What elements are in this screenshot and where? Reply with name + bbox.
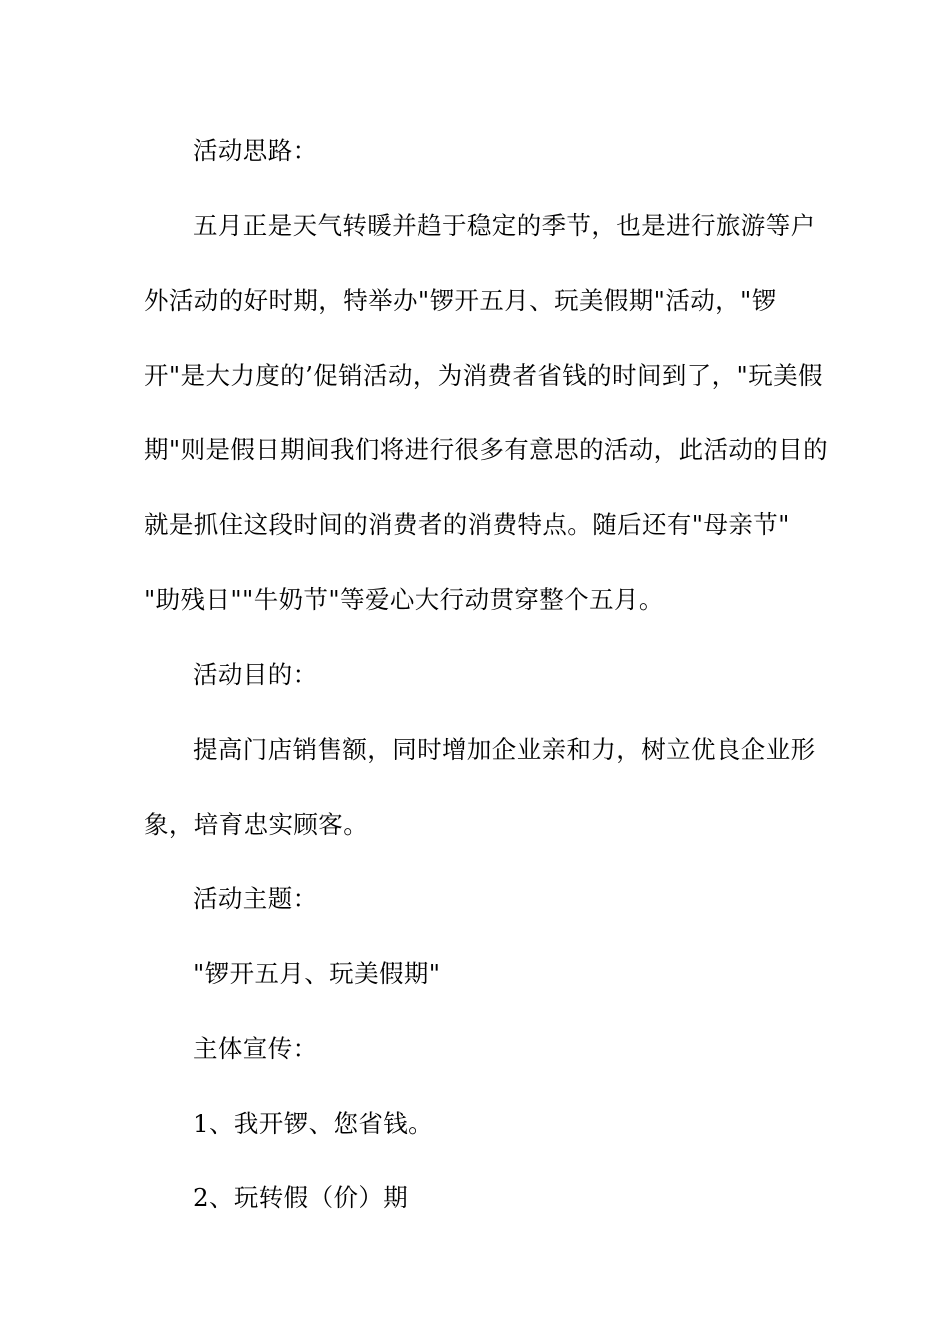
- paragraph-line: 开"是大力度的’促销活动，为消费者省钱的时间到了，"玩美假: [144, 361, 823, 390]
- heading-activity-purpose: 活动目的：: [193, 660, 318, 689]
- paragraph-line: 五月正是天气转暖并趋于稳定的季节，也是进行旅游等户: [193, 211, 816, 240]
- heading-activity-ideas: 活动思路：: [193, 136, 318, 165]
- promo-item: 2、玩转假（价）期: [193, 1183, 409, 1212]
- promo-item: 1、我开锣、您省钱。: [193, 1109, 434, 1138]
- paragraph-line: 提高门店销售额，同时增加企业亲和力，树立优良企业形: [193, 735, 816, 764]
- paragraph-line: 期"则是假日期间我们将进行很多有意思的活动，此活动的目的: [144, 435, 828, 464]
- theme-text: "锣开五月、玩美假期": [193, 959, 441, 988]
- heading-activity-theme: 活动主题：: [193, 884, 318, 913]
- paragraph-line: 象，培育忠实顾客。: [144, 810, 369, 839]
- paragraph-line: 就是抓住这段时间的消费者的消费特点。随后还有"母亲节": [144, 510, 790, 539]
- paragraph-line: 外活动的好时期，特举办"锣开五月、玩美假期"活动，"锣: [144, 286, 777, 315]
- heading-main-promotion: 主体宣传：: [193, 1034, 318, 1063]
- paragraph-line: "助残日""牛奶节"等爱心大行动贯穿整个五月。: [144, 585, 664, 614]
